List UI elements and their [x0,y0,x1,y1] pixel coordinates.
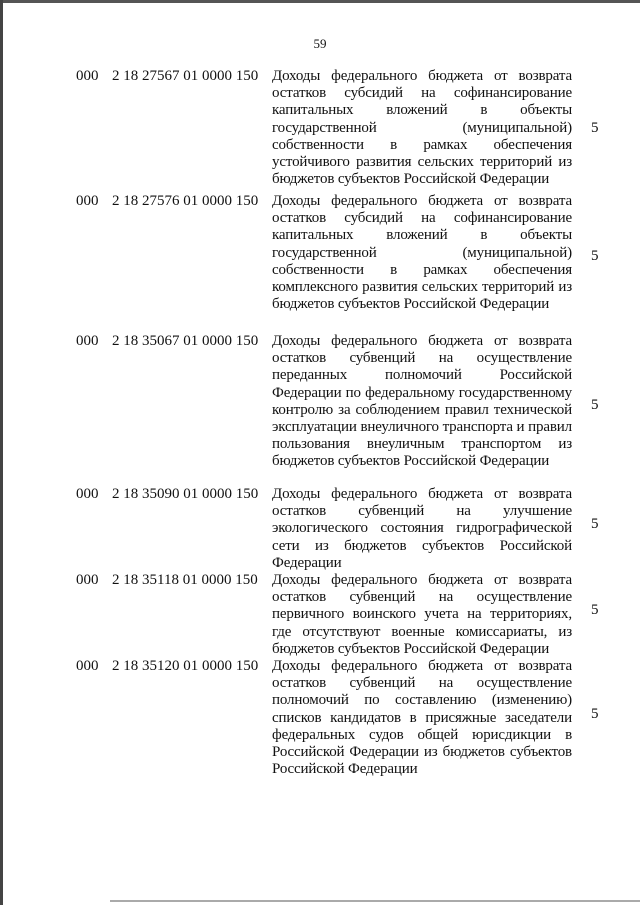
admin-code: 000 [76,193,99,209]
row-amount: 5 [591,397,599,413]
budget-code: 2 18 27567 01 0000 150 [112,68,259,84]
scan-edge-bottom [110,900,640,902]
row-description: Доходы федерального бюджета от возврата остатков субвенций на осуществление переданных полномочий Российской Федерации по федеральному государственному контролю за соблюдением правил технической эксплуатации внеуличного транспорта и правил пользования внеуличным транспортом из бюджетов субъектов Российской Федерации [272,333,572,470]
row-description: Доходы федерального бюджета от возврата остатков субсидий на софинансирование капитальных вложений в объекты государственной (муниципальной) собственности в рамках обеспечения комплексного развития сельских территорий из бюджетов субъектов Российской Федерации [272,193,572,313]
row-description: Доходы федерального бюджета от возврата остатков субсидий на софинансирование капитальных вложений в объекты государственной (муниципальной) собственности в рамках обеспечения устойчивого развития сельских территорий из бюджетов субъектов Российской Федерации [272,68,572,188]
row-amount: 5 [591,706,599,722]
budget-code: 2 18 35067 01 0000 150 [112,333,259,349]
scan-edge-top [0,0,640,3]
row-description: Доходы федерального бюджета от возврата остатков субвенций на осуществление первичного воинского учета на территориях, где отсутствуют военные комиссариаты, из бюджетов субъектов Российской Федерации [272,572,572,657]
scan-edge-left [0,0,3,905]
budget-code: 2 18 35120 01 0000 150 [112,658,259,674]
admin-code: 000 [76,572,99,588]
row-amount: 5 [591,516,599,532]
budget-code: 2 18 35090 01 0000 150 [112,486,259,502]
row-description: Доходы федерального бюджета от возврата остатков субвенций на улучшение экологического состояния гидрографической сети из бюджетов субъектов Российской Федерации [272,486,572,571]
row-amount: 5 [591,120,599,136]
row-description: Доходы федерального бюджета от возврата остатков субвенций на осуществление полномочий по составлению (изменению) списков кандидатов в присяжные заседатели федеральных судов общей юрисдикции в Российской Федерации из бюджетов субъектов Российской Федерации [272,658,572,778]
page-number: 59 [313,36,327,51]
budget-code: 2 18 27576 01 0000 150 [112,193,259,209]
admin-code: 000 [76,68,99,84]
row-amount: 5 [591,248,599,264]
budget-code: 2 18 35118 01 0000 150 [112,572,258,588]
admin-code: 000 [76,333,99,349]
admin-code: 000 [76,658,99,674]
admin-code: 000 [76,486,99,502]
row-amount: 5 [591,602,599,618]
